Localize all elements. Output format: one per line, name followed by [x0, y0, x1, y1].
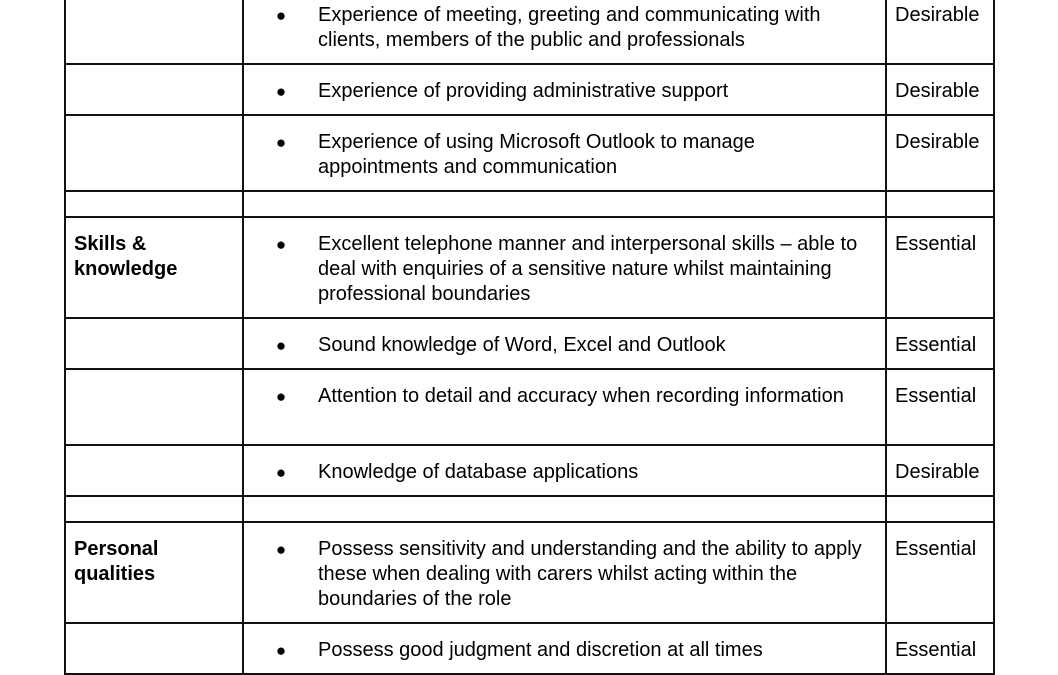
category-cell: [65, 522, 243, 623]
category-cell: [65, 115, 243, 191]
category-cell: [65, 623, 243, 674]
bullet-icon: ●: [275, 336, 287, 355]
requirement-cell: [886, 623, 994, 674]
requirement-label: Essential: [895, 233, 977, 255]
requirement-label: Essential: [895, 385, 977, 407]
criteria-text: Possess sensitivity and understanding and the ability to apply these when dealing with carers whilst acting within the boundaries of the role: [318, 538, 862, 610]
category-label: Personal qualities: [74, 538, 159, 585]
requirement-label: Desirable: [895, 4, 980, 26]
criteria-cell: [243, 318, 886, 369]
spacer-row: [65, 496, 994, 522]
criteria-cell: [243, 0, 886, 64]
requirement-cell: [886, 522, 994, 623]
requirement-cell: [886, 64, 994, 115]
criteria-text: Attention to detail and accuracy when recording information: [318, 385, 844, 407]
bullet-icon: ●: [275, 235, 287, 254]
category-label: Skills & knowledge: [74, 233, 178, 280]
table-row: [65, 115, 994, 191]
requirement-label: Desirable: [895, 131, 980, 153]
bullet-icon: ●: [275, 540, 287, 559]
category-cell: [65, 64, 243, 115]
bullet-icon: ●: [275, 6, 287, 25]
category-cell: [65, 445, 243, 496]
criteria-cell: [243, 115, 886, 191]
table-row: [65, 623, 994, 674]
criteria-text: Experience of meeting, greeting and communicating with clients, members of the public and professionals: [318, 4, 821, 51]
spacer-row: [65, 191, 994, 217]
criteria-text: Experience of using Microsoft Outlook to manage appointments and communication: [318, 131, 755, 178]
criteria-text: Experience of providing administrative support: [318, 80, 729, 102]
bullet-icon: ●: [275, 641, 287, 660]
requirement-label: Essential: [895, 334, 977, 356]
criteria-cell: [243, 217, 886, 318]
criteria-cell: [243, 522, 886, 623]
criteria-text: Possess good judgment and discretion at all times: [318, 639, 763, 661]
criteria-cell: [243, 445, 886, 496]
requirement-cell: [886, 0, 994, 64]
criteria-cell: [243, 64, 886, 115]
bullet-icon: ●: [275, 133, 287, 152]
table-row: [65, 445, 994, 496]
requirement-cell: [886, 318, 994, 369]
category-cell: [65, 217, 243, 318]
criteria-cell: [243, 623, 886, 674]
requirement-cell: [886, 445, 994, 496]
criteria-text: Sound knowledge of Word, Excel and Outlook: [318, 334, 726, 356]
category-cell: [65, 318, 243, 369]
table-row: [65, 0, 994, 64]
table-row: [65, 522, 994, 623]
bullet-icon: ●: [275, 82, 287, 101]
person-specification-table: [64, 0, 995, 675]
category-cell: [65, 369, 243, 445]
requirement-label: Essential: [895, 639, 977, 661]
requirement-cell: [886, 217, 994, 318]
table-row: [65, 318, 994, 369]
category-cell: [65, 0, 243, 64]
criteria-text: Knowledge of database applications: [318, 461, 639, 483]
requirement-label: Desirable: [895, 80, 980, 102]
bullet-icon: ●: [275, 387, 287, 406]
bullet-icon: ●: [275, 463, 287, 482]
requirement-cell: [886, 115, 994, 191]
requirement-label: Desirable: [895, 461, 980, 483]
table-row: [65, 369, 994, 445]
criteria-text: Excellent telephone manner and interpersonal skills – able to deal with enquiries of a sensitive nature whilst maintaining professional boundaries: [318, 233, 858, 305]
table-row: [65, 217, 994, 318]
table-row: [65, 64, 994, 115]
requirement-cell: [886, 369, 994, 445]
criteria-cell: [243, 369, 886, 445]
requirement-label: Essential: [895, 538, 977, 560]
